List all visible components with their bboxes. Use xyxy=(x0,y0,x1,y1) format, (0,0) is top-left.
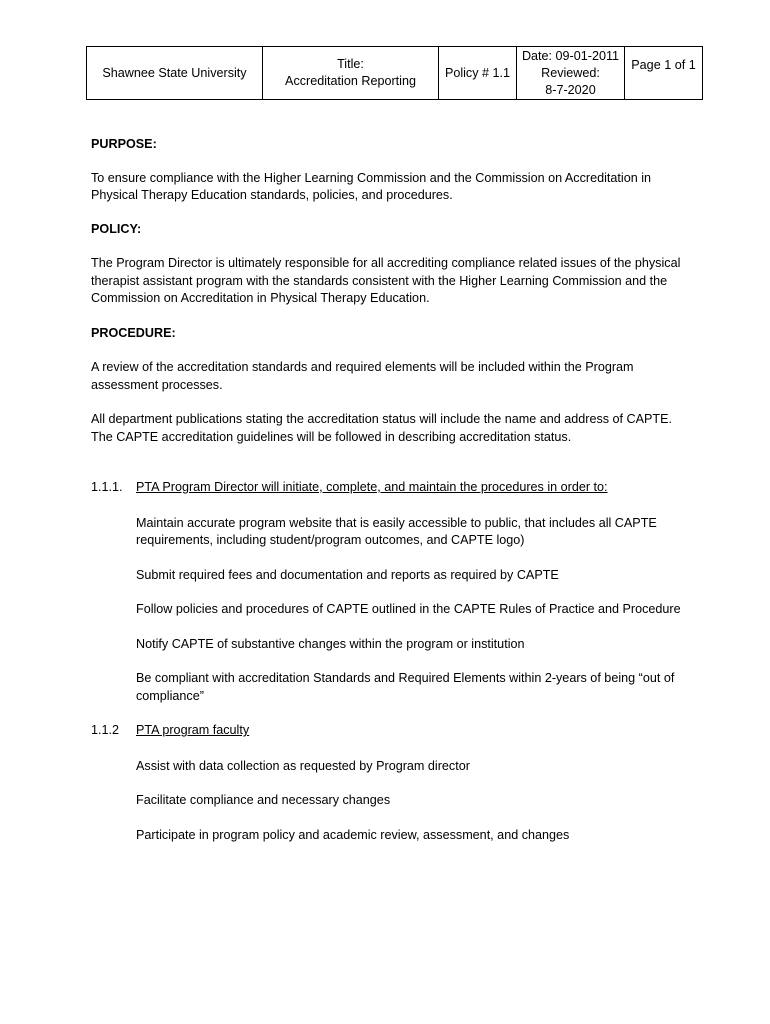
policy-text: The Program Director is ultimately responsible for all accrediting compliance related issues of the physical therapist assistant program with the standards consistent with the Higher Learning Commission and the Commission on Accreditation in Physical Therapy Education. xyxy=(91,256,681,305)
list-item: Notify CAPTE of substantive changes within the program or institution xyxy=(136,636,525,651)
page-cell xyxy=(625,47,703,100)
reviewed-label: Reviewed: xyxy=(541,65,600,80)
list-item: Participate in program policy and academic review, assessment, and changes xyxy=(136,827,570,842)
section-title: PTA program faculty xyxy=(136,723,250,737)
list-item: Assist with data collection as requested by Program director xyxy=(136,758,470,773)
purpose-heading: PURPOSE: xyxy=(91,137,157,151)
list-item: Maintain accurate program website that is easily accessible to public, that includes all CAPTE requirements, including student/program outcomes, and CAPTE logo) xyxy=(136,515,657,547)
section-title: PTA Program Director will initiate, complete, and maintain the procedures in order to: xyxy=(136,480,608,494)
institution-name: Shawnee State University xyxy=(102,65,247,80)
date-cell xyxy=(517,47,625,100)
section-number: 1.1.1. xyxy=(91,480,123,494)
purpose-text: To ensure compliance with the Higher Learning Commission and the Commission on Accreditation in Physical Therapy Education standards, policies, and procedures. xyxy=(91,170,652,202)
reviewed-date: 8-7-2020 xyxy=(545,82,596,97)
title-label: Title: xyxy=(337,57,364,71)
title-cell xyxy=(263,47,439,100)
list-item: Be compliant with accreditation Standards and Required Elements within 2-years of being “out of compliance” xyxy=(136,671,675,703)
policy-number: Policy # 1.1 xyxy=(444,65,511,80)
procedure-paragraph: A review of the accreditation standards and required elements will be included within the Program assessment processes. xyxy=(91,360,634,392)
list-item: Facilitate compliance and necessary changes xyxy=(136,793,391,807)
policy-heading: POLICY: xyxy=(91,221,142,236)
section-heading-1-1-2 xyxy=(91,722,691,740)
section-heading-1-1-1 xyxy=(91,479,691,497)
section-number: 1.1.2 xyxy=(91,723,120,737)
institution-cell xyxy=(87,47,263,100)
policy-number-cell xyxy=(439,47,517,100)
list-item: Follow policies and procedures of CAPTE outlined in the CAPTE Rules of Practice and Procedure xyxy=(136,602,681,616)
issue-date: Date: 09-01-2011 xyxy=(521,48,620,63)
policy-header-table xyxy=(86,46,703,100)
procedure-paragraph: All department publications stating the accreditation status will include the name and address of CAPTE. The CAPTE accreditation guidelines will be followed in describing accreditation status. xyxy=(91,412,673,444)
list-item: Submit required fees and documentation and reports as required by CAPTE xyxy=(136,567,559,582)
page-number: Page 1 of 1 xyxy=(631,58,696,72)
document-title: Accreditation Reporting xyxy=(285,74,416,88)
procedure-heading: PROCEDURE: xyxy=(91,325,176,340)
document-body xyxy=(91,136,691,861)
